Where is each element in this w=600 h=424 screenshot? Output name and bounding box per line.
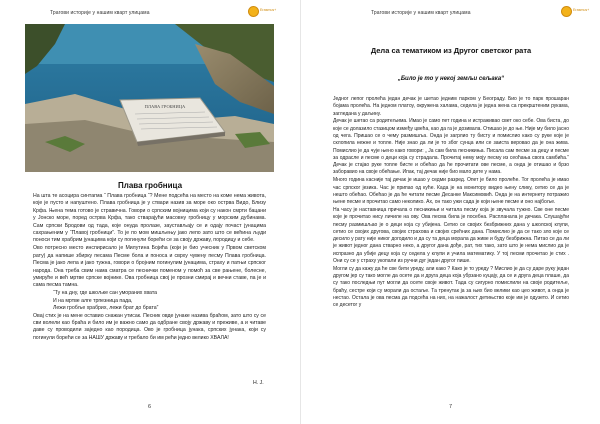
- right-page-heading: Дела са тематиком из Другог светског рата: [370, 46, 532, 55]
- plaque-text: ПЛАВА ГРОБНИЦА: [144, 104, 186, 109]
- paragraph: Ово потресно место инспирисало је Милутина Бојића (који је био учесник у Првом светском рату) да напише збирку песама Песме бола и поноса и сврху чувену песму Плава гробница. Песма је јако лепа и јако тужна, говори о бројним погинулим јунацима, страху и патњи српског народа. Она треба свим нама сматра се песнички поменом у помоћ за све рањене, болесне, умируће и већ мртве српске војнике. Ова гробница свој је прозни смирај и вечни ставе, па је и сама песма тамна.: [33, 245, 266, 289]
- left-page-body: [33, 193, 266, 343]
- sea-memorial-image: [25, 24, 274, 172]
- erasmus-logo-text: Erasmus+: [573, 8, 590, 12]
- paragraph: На шта те асоцира синтагма “ Плава гробница “? Мене подсећа на место на коме нема живота, које је пусто и напуштено. Плава гробница је у ствари назив за море око острва Видо, Близу Крфа. Њена тема готово је стравична. Говори о српским војницима који су након смрти бацани у Јонско море, поред острва Крфа, тако стварајући масовну гробницу у морским дубинама. Сам српски Бродови од тада, које онуда пролазе, заустављају се и одају почаст јунацима сахрањеним у “Плавој гробници”. То је по мом мишљењу јако лепо зато што се већина људи поноси тим храбрим јунацима који су погинули борећи се за своју државу, породицу и себе.: [33, 193, 266, 244]
- paragraph: Могли су да кажу да ће све бити уреду, али како ? Како је то уреду ? Мислио је да су даре руку један другом јер су тако могле да осете да и друга деца која убрзано куцају, да се и друга деца плаше, да су тако последњи пут могли да осете своје живот. Тада су сигурно помислили на своје родитеље, браћу, сестре који су морали да остаље. Та тренутак ја за њих био велики као цео живот, а онда је нестао. Остала је ова песма да подсећа на них, на нажалост детињство које им је одузето. И сетио се десетог у: [333, 265, 569, 309]
- author-signature: Н. Ј.: [253, 380, 264, 386]
- left-page-heading: Плава гробница: [117, 181, 183, 190]
- erasmus-logo-text: Erasmus+: [260, 8, 277, 12]
- paragraph: Једног лепог пролећа један дечак је шетао једним парком у Београду. Био је то парк прошаран бојама пролећа. На једном платоу, окружена халама, седела је једна жена са прекрштеним рукама, загледана у даљину.: [333, 96, 569, 117]
- poem-quote: [33, 290, 266, 312]
- page-number: 6: [148, 404, 152, 410]
- paragraph: Дечак је шетао са родитељима. Имао је само пет година и истраживао свет око себе. Ова биста, до које се долазило стазицом између цвећа, као да га је дозивала. Отишао је до ње. Није му било јасно од чега. Пришао се о чему размишља. Онда је загрлио ту бисту и помислио како су руке које је склопила нежне и топле. Није знао да ли је то због сунца или се заиста веровао да је она жива. Помислио је да чује њено како говори: „ Ја сам била песникиња. Писала сам песме за децу и песме за одрасле и песме о деци која су страдала. Прочитај нему моју песму из сеоћања свога самбића.“ Дечак је стајао руке топле бисте и обећао да ће прочитати ове песме, а онда је отишао и брзо заборавио на своје обећање. Ипак, тај дечак није био мало дете у нама.: [333, 118, 569, 176]
- right-page-body: [333, 96, 569, 310]
- poem-line: “Ту на дну, где шкољке сан умораних хвата: [53, 290, 158, 297]
- right-page-subheading: „Било је то у некој земљи сељака“: [397, 76, 505, 82]
- paragraph: Овај стих је на мене оставио снажан утисак. Песник овде јунаке назива браћом, зато што су се сви волели као браћа и било им је важно само да одбране своју државу и преживе, а и читаве даве су проводили заједно као породица. Ово је гробница јунака, српских јунака, који су погинули борећи се за НАШУ државу и требало би им рећи једно велико ХВАЛА!: [33, 312, 266, 341]
- paragraph: Много година касније тај дечак је ишао у седми разред. Опет је било пролеће. Тог пролећа је имао час српског језика. Час је припао од куће. Када је на монитору видео њену слику, сетио се да је нешто обећао. Обећао је да ће читати песме Десанке Максимовић. Онда је на интернету потражио њене песме и прочитао само неколико. Ах, он тако ужи сада је који њене песме и оно најбоље.: [333, 177, 569, 206]
- paragraph: На часу је наставница причала о песникињи и читала песму која је звучала тужно. Све оне песме које је прочитао нису личиле на ову. Ова песма била је посебна. Распланала је дечака. Слушајући песму размишљао је о деци која су убијена. Сетио се својих безбрижних дана у школској клупи, сетио се својих другова, својих страхова и својих срећних дана. Помислио је да се тако зло које се десило у рату није никог догодило и да су та деца морала да живе и буду безбрижна. Питао се да ли је живот једног дана стварно неко, а другог дана дође, рат, тих тако, зато што је нема мислио да је испразно да убије децу која су седела у клупи и учила математику. У тој песми прочитао је стих . Они су се у страху укопали из ручни дуг један другог пише.: [333, 206, 569, 265]
- left-running-header: Трагови историје у нашим кварт улицама: [50, 10, 150, 16]
- poem-line: Лежи гробље храбрих, лежи брат до брата”: [53, 305, 159, 312]
- page-number: 7: [449, 404, 453, 410]
- erasmus-logo-icon: [248, 6, 259, 17]
- erasmus-logo-icon: [561, 6, 572, 17]
- right-running-header: Трагови историје у нашим кварт улицама: [371, 10, 471, 16]
- right-page: [300, 0, 600, 424]
- poem-line: И на мртве алге трпезница пада,: [53, 297, 133, 304]
- plaque-photo: [25, 24, 274, 172]
